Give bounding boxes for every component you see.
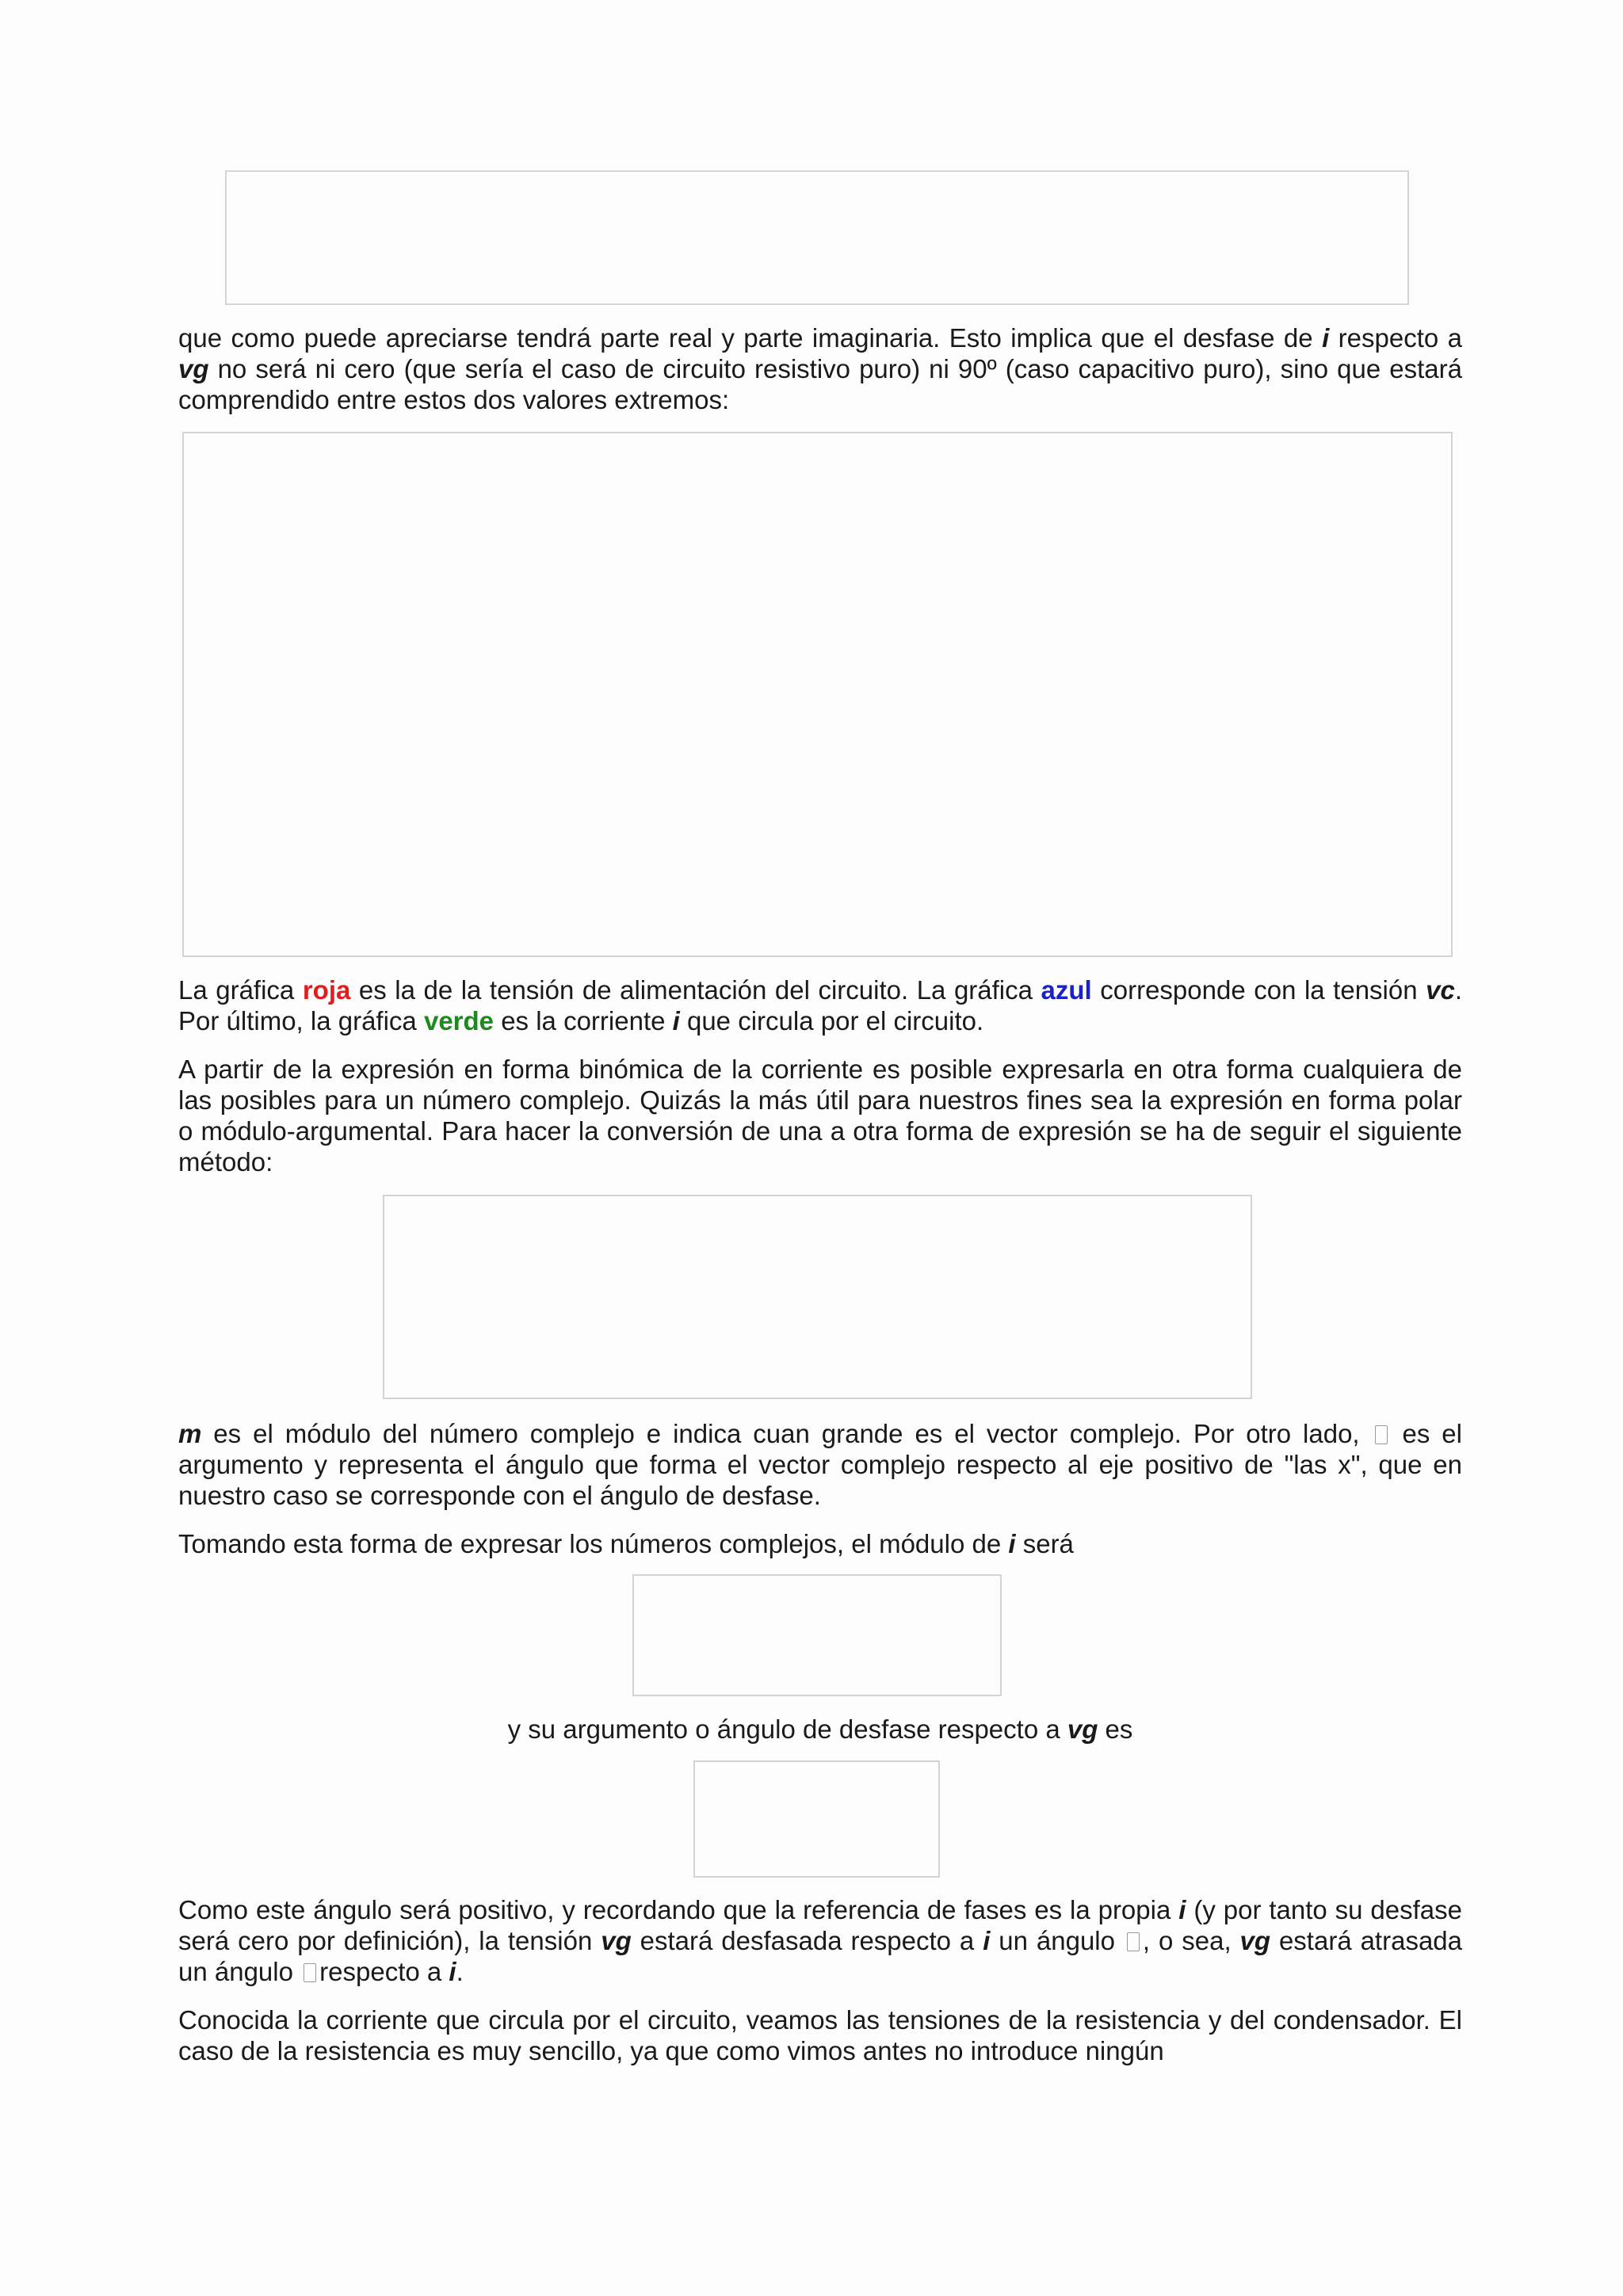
- text: . Por último, la gráfica: [178, 975, 1463, 1035]
- text: respecto a: [1329, 323, 1463, 353]
- text: es el argumento y representa el ángulo que forma el vector complejo respecto al eje positivo de "las x", que en nuestro caso se corresponde con el ángulo de desfase.: [178, 1419, 1462, 1510]
- text: (y por tanto su desfase será cero por definición), la tensión: [178, 1895, 1463, 1955]
- text: es el módulo del número complejo e indica cuan grande es el vector complejo. Por otro lado,: [201, 1419, 1372, 1448]
- conversion-formula-frame: [383, 1195, 1252, 1399]
- graph-image-frame: [182, 432, 1453, 957]
- paragraph-tensiones: [178, 2004, 1462, 2066]
- argument-formula-frame: [693, 1760, 940, 1878]
- text: respecto a: [319, 1957, 449, 1986]
- variable-vg: vg: [1239, 1926, 1271, 1955]
- text: corresponde con la tensión: [1091, 975, 1426, 1005]
- variable-i: i: [1322, 323, 1330, 353]
- equation-image-frame: [225, 170, 1409, 305]
- modulus-formula-frame: [632, 1574, 1002, 1696]
- text: es la de la tensión de alimentación del circuito. La gráfica: [350, 975, 1041, 1005]
- text: un ángulo: [990, 1926, 1124, 1955]
- legend-red-word: roja: [302, 975, 351, 1005]
- text: no será ni cero (que sería el caso de circuito resistivo puro) ni 90º (caso capacitivo puro), sino que estará comprendido entre estos dos valores extremos:: [178, 354, 1462, 414]
- phi-symbol-icon: [304, 1963, 316, 1982]
- text: Conocida la corriente que circula por el circuito, veamos las tensiones de la resistencia y del condensador. El caso de la resistencia es muy sencillo, ya que como vimos antes no introduce ningún: [178, 2005, 1462, 2065]
- text: Como este ángulo será positivo, y recordando que la referencia de fases es la propia: [178, 1895, 1179, 1924]
- legend-blue-word: azul: [1041, 975, 1092, 1005]
- paragraph-argumento: [178, 1714, 1462, 1745]
- paragraph-angulo-positivo: [178, 1894, 1462, 1987]
- text: es la corriente: [494, 1006, 673, 1035]
- paragraph-polar-form: [178, 1054, 1462, 1177]
- phi-symbol-icon: [1375, 1425, 1388, 1444]
- text: y su argumento o ángulo de desfase respecto a: [507, 1714, 1067, 1744]
- variable-i: i: [983, 1926, 991, 1955]
- paragraph-modulo-de-i: [178, 1528, 1462, 1559]
- text: será: [1015, 1529, 1074, 1558]
- text: A partir de la expresión en forma binómica de la corriente es posible expresarla en otra forma cualquiera de las posibles para un número complejo. Quizás la más útil para nuestros fines sea la expresión en forma polar o módulo-argumental. Para hacer la conversión de una a otra forma de expresión se ha de seguir el siguiente método:: [178, 1055, 1462, 1177]
- text: estará desfasada respecto a: [631, 1926, 983, 1955]
- text: que como puede apreciarse tendrá parte real y parte imaginaria. Esto implica que el desfase de: [178, 323, 1323, 353]
- text: que circula por el circuito.: [679, 1006, 984, 1035]
- text: , o sea,: [1142, 1926, 1240, 1955]
- text: Tomando esta forma de expresar los números complejos, el módulo de: [178, 1529, 1009, 1558]
- text: es: [1098, 1714, 1133, 1744]
- variable-vg: vg: [601, 1926, 632, 1955]
- text: estará atrasada un ángulo: [178, 1926, 1463, 1986]
- variable-i: i: [672, 1006, 680, 1035]
- variable-vg: vg: [178, 354, 209, 383]
- variable-i: i: [1178, 1895, 1186, 1924]
- paragraph-graph-legend: [178, 974, 1462, 1036]
- variable-vc: vc: [1426, 975, 1455, 1005]
- variable-vg: vg: [1067, 1714, 1098, 1744]
- text: .: [456, 1957, 464, 1986]
- variable-m: m: [178, 1419, 202, 1448]
- paragraph-modulo-argumento: [178, 1418, 1462, 1511]
- variable-i: i: [449, 1957, 456, 1986]
- paragraph-desfase-intro: [178, 322, 1462, 415]
- variable-i: i: [1008, 1529, 1016, 1558]
- text: La gráfica: [178, 975, 303, 1005]
- legend-green-word: verde: [423, 1006, 495, 1035]
- phi-symbol-icon: [1127, 1932, 1140, 1951]
